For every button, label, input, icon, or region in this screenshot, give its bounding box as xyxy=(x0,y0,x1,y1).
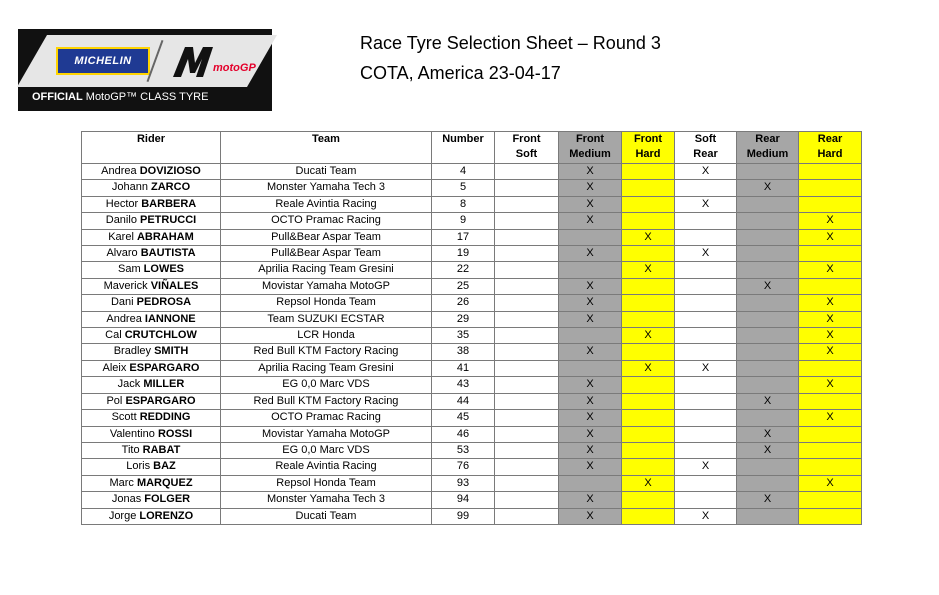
michelin-logo: MICHELIN xyxy=(56,47,150,75)
cell-front-medium: X xyxy=(559,442,622,458)
cell-soft-rear xyxy=(675,295,737,311)
cell-front-medium: X xyxy=(559,180,622,196)
cell-front-medium xyxy=(559,229,622,245)
cell-rear-medium xyxy=(737,410,799,426)
cell-rear-medium xyxy=(737,311,799,327)
table-row xyxy=(82,377,862,393)
cell-number: 94 xyxy=(432,492,495,508)
cell-rider xyxy=(82,442,221,458)
rider-last-name: IANNONE xyxy=(144,312,196,325)
table-row xyxy=(82,213,862,229)
cell-rear-medium: X xyxy=(737,442,799,458)
cell-rear-medium xyxy=(737,508,799,524)
rider-last-name: BAUTISTA xyxy=(140,247,196,260)
cell-front-soft xyxy=(495,442,559,458)
cell-soft-rear xyxy=(675,328,737,344)
table-row xyxy=(82,426,862,442)
cell-rear-medium xyxy=(737,377,799,393)
table-row xyxy=(82,180,862,196)
cell-front-medium: X xyxy=(559,278,622,294)
rider-last-name: PEDROSA xyxy=(136,296,192,309)
cell-front-hard xyxy=(622,459,675,475)
rider-last-name: MILLER xyxy=(143,378,185,391)
rider-first-name: Dani xyxy=(110,296,134,309)
rider-last-name: ESPARGARO xyxy=(125,394,196,407)
header-front-hard: Front Hard xyxy=(622,132,675,164)
cell-team: EG 0,0 Marc VDS xyxy=(221,377,432,393)
cell-number: 26 xyxy=(432,295,495,311)
cell-team: Red Bull KTM Factory Racing xyxy=(221,393,432,409)
cell-number: 19 xyxy=(432,246,495,262)
cell-front-medium: X xyxy=(559,196,622,212)
cell-rider xyxy=(82,311,221,327)
cell-front-hard xyxy=(622,492,675,508)
cell-rider xyxy=(82,196,221,212)
rider-first-name: Valentino xyxy=(109,427,155,440)
table-row xyxy=(82,492,862,508)
table-row xyxy=(82,475,862,491)
cell-front-hard: X xyxy=(622,475,675,491)
rider-last-name: ZARCO xyxy=(151,181,191,194)
cell-front-soft xyxy=(495,180,559,196)
cell-rear-hard xyxy=(799,360,862,376)
cell-number: 76 xyxy=(432,459,495,475)
cell-front-soft xyxy=(495,377,559,393)
cell-soft-rear: X xyxy=(675,508,737,524)
cell-rider xyxy=(82,164,221,180)
cell-number: 25 xyxy=(432,278,495,294)
rider-last-name: MARQUEZ xyxy=(136,476,193,489)
table-row xyxy=(82,393,862,409)
cell-team: Aprilia Racing Team Gresini xyxy=(221,262,432,278)
cell-rear-hard: X xyxy=(799,295,862,311)
cell-rear-hard xyxy=(799,278,862,294)
cell-front-medium: X xyxy=(559,508,622,524)
cell-soft-rear xyxy=(675,492,737,508)
cell-team: Pull&Bear Aspar Team xyxy=(221,229,432,245)
cell-front-soft xyxy=(495,475,559,491)
cell-rider xyxy=(82,180,221,196)
cell-front-hard xyxy=(622,180,675,196)
cell-rear-medium xyxy=(737,360,799,376)
header-front-medium: Front Medium xyxy=(559,132,622,164)
rider-first-name: Sam xyxy=(117,263,141,276)
official-tyre-logo xyxy=(18,29,272,111)
cell-front-medium xyxy=(559,360,622,376)
cell-soft-rear: X xyxy=(675,360,737,376)
rider-last-name: BAZ xyxy=(153,460,176,473)
rider-last-name: ESPARGARO xyxy=(129,361,200,374)
cell-rear-hard: X xyxy=(799,410,862,426)
cell-rear-hard: X xyxy=(799,377,862,393)
cell-front-medium: X xyxy=(559,295,622,311)
motogp-logo xyxy=(169,43,256,79)
rider-last-name: REDDING xyxy=(139,411,191,424)
table-row xyxy=(82,360,862,376)
rider-first-name: Loris xyxy=(126,460,151,473)
table-row xyxy=(82,196,862,212)
cell-soft-rear xyxy=(675,393,737,409)
cell-rider xyxy=(82,295,221,311)
cell-team: OCTO Pramac Racing xyxy=(221,213,432,229)
cell-front-soft xyxy=(495,426,559,442)
cell-rider xyxy=(82,377,221,393)
cell-rear-medium: X xyxy=(737,393,799,409)
cell-soft-rear xyxy=(675,475,737,491)
rider-first-name: Pol xyxy=(106,394,123,407)
table-row xyxy=(82,508,862,524)
cell-number: 9 xyxy=(432,213,495,229)
cell-rear-hard xyxy=(799,246,862,262)
table-row xyxy=(82,344,862,360)
cell-front-hard xyxy=(622,393,675,409)
cell-rider xyxy=(82,344,221,360)
cell-front-hard xyxy=(622,311,675,327)
cell-front-hard xyxy=(622,508,675,524)
event-subtitle: COTA, America 23-04-17 xyxy=(360,63,561,83)
cell-front-medium: X xyxy=(559,393,622,409)
logo-caption-rest: MotoGP™ CLASS TYRE xyxy=(82,91,209,103)
cell-team: OCTO Pramac Racing xyxy=(221,410,432,426)
rider-last-name: ROSSI xyxy=(157,427,193,440)
rider-first-name: Jonas xyxy=(111,493,142,506)
cell-rear-hard: X xyxy=(799,262,862,278)
cell-front-soft xyxy=(495,508,559,524)
cell-rear-medium xyxy=(737,475,799,491)
rider-first-name: Jorge xyxy=(108,509,137,522)
cell-rear-hard xyxy=(799,492,862,508)
rider-first-name: Aleix xyxy=(102,361,127,374)
cell-soft-rear: X xyxy=(675,164,737,180)
cell-rider xyxy=(82,492,221,508)
cell-front-soft xyxy=(495,246,559,262)
cell-rider xyxy=(82,278,221,294)
cell-team: Monster Yamaha Tech 3 xyxy=(221,492,432,508)
cell-front-hard xyxy=(622,196,675,212)
logo-brands xyxy=(44,35,259,87)
rider-first-name: Andrea xyxy=(106,312,142,325)
rider-last-name: ABRAHAM xyxy=(136,230,194,243)
cell-number: 45 xyxy=(432,410,495,426)
cell-rear-medium xyxy=(737,262,799,278)
cell-front-medium: X xyxy=(559,410,622,426)
cell-front-hard: X xyxy=(622,262,675,278)
table-row xyxy=(82,164,862,180)
cell-front-hard xyxy=(622,344,675,360)
logo-caption xyxy=(32,91,208,103)
cell-rear-hard xyxy=(799,164,862,180)
cell-soft-rear xyxy=(675,426,737,442)
cell-rider xyxy=(82,360,221,376)
cell-rider xyxy=(82,426,221,442)
cell-number: 29 xyxy=(432,311,495,327)
cell-number: 43 xyxy=(432,377,495,393)
tyre-selection-table xyxy=(81,131,862,525)
cell-number: 46 xyxy=(432,426,495,442)
rider-first-name: Bradley xyxy=(113,345,151,358)
cell-number: 93 xyxy=(432,475,495,491)
cell-soft-rear xyxy=(675,344,737,360)
cell-front-soft xyxy=(495,393,559,409)
cell-number: 41 xyxy=(432,360,495,376)
rider-last-name: PETRUCCI xyxy=(140,214,197,227)
rider-first-name: Marc xyxy=(109,476,134,489)
rider-last-name: BARBERA xyxy=(141,197,197,210)
rider-first-name: Tito xyxy=(121,443,140,456)
cell-soft-rear: X xyxy=(675,246,737,262)
cell-front-hard: X xyxy=(622,229,675,245)
cell-soft-rear: X xyxy=(675,459,737,475)
cell-team: Red Bull KTM Factory Racing xyxy=(221,344,432,360)
table-row xyxy=(82,246,862,262)
cell-soft-rear xyxy=(675,410,737,426)
cell-team: Repsol Honda Team xyxy=(221,295,432,311)
cell-number: 38 xyxy=(432,344,495,360)
cell-front-medium: X xyxy=(559,492,622,508)
table-row xyxy=(82,262,862,278)
table-header-row xyxy=(82,132,862,164)
rider-last-name: LOWES xyxy=(143,263,185,276)
header-rider: Rider xyxy=(82,132,221,164)
cell-team: Reale Avintia Racing xyxy=(221,196,432,212)
cell-rider xyxy=(82,393,221,409)
cell-number: 35 xyxy=(432,328,495,344)
table-row xyxy=(82,410,862,426)
cell-team: EG 0,0 Marc VDS xyxy=(221,442,432,458)
header-team: Team xyxy=(221,132,432,164)
cell-rear-medium xyxy=(737,196,799,212)
table-row xyxy=(82,442,862,458)
rider-last-name: FOLGER xyxy=(144,493,191,506)
cell-front-hard xyxy=(622,377,675,393)
rider-last-name: RABAT xyxy=(142,443,181,456)
cell-rear-hard: X xyxy=(799,475,862,491)
cell-rider xyxy=(82,229,221,245)
table-row xyxy=(82,459,862,475)
cell-front-medium: X xyxy=(559,459,622,475)
header-number: Number xyxy=(432,132,495,164)
cell-rear-hard xyxy=(799,459,862,475)
cell-soft-rear xyxy=(675,278,737,294)
cell-front-soft xyxy=(495,196,559,212)
cell-team: Team SUZUKI ECSTAR xyxy=(221,311,432,327)
cell-soft-rear: X xyxy=(675,196,737,212)
cell-rider xyxy=(82,508,221,524)
cell-rider xyxy=(82,328,221,344)
cell-rider xyxy=(82,262,221,278)
cell-front-soft xyxy=(495,459,559,475)
cell-team: Repsol Honda Team xyxy=(221,475,432,491)
cell-front-soft xyxy=(495,164,559,180)
table-body xyxy=(82,164,862,525)
rider-last-name: CRUTCHLOW xyxy=(124,329,197,342)
cell-front-hard xyxy=(622,410,675,426)
cell-rear-medium xyxy=(737,229,799,245)
rider-first-name: Cal xyxy=(105,329,122,342)
rider-last-name: DOVIZIOSO xyxy=(139,165,201,177)
rider-first-name: Maverick xyxy=(103,279,148,292)
cell-number: 17 xyxy=(432,229,495,245)
cell-soft-rear xyxy=(675,229,737,245)
cell-front-soft xyxy=(495,328,559,344)
header-front-soft: Front Soft xyxy=(495,132,559,164)
cell-front-hard: X xyxy=(622,360,675,376)
table-row xyxy=(82,328,862,344)
cell-number: 8 xyxy=(432,196,495,212)
cell-team: Reale Avintia Racing xyxy=(221,459,432,475)
table-row xyxy=(82,295,862,311)
header-rear-medium: Rear Medium xyxy=(737,132,799,164)
cell-front-soft xyxy=(495,262,559,278)
cell-team: Movistar Yamaha MotoGP xyxy=(221,278,432,294)
cell-front-medium: X xyxy=(559,344,622,360)
cell-front-soft xyxy=(495,295,559,311)
cell-team: Ducati Team xyxy=(221,164,432,180)
cell-front-medium xyxy=(559,328,622,344)
cell-front-soft xyxy=(495,311,559,327)
cell-number: 99 xyxy=(432,508,495,524)
cell-front-medium: X xyxy=(559,213,622,229)
header-soft-rear: Soft Rear xyxy=(675,132,737,164)
cell-front-soft xyxy=(495,344,559,360)
cell-front-soft xyxy=(495,213,559,229)
rider-first-name: Hector xyxy=(105,197,139,210)
cell-rear-hard xyxy=(799,426,862,442)
cell-rear-medium xyxy=(737,164,799,180)
cell-rider xyxy=(82,459,221,475)
cell-number: 4 xyxy=(432,164,495,180)
cell-rear-hard xyxy=(799,180,862,196)
cell-rear-medium xyxy=(737,295,799,311)
cell-rear-hard xyxy=(799,508,862,524)
cell-rear-medium: X xyxy=(737,492,799,508)
cell-front-soft xyxy=(495,360,559,376)
cell-soft-rear xyxy=(675,262,737,278)
cell-rear-medium xyxy=(737,246,799,262)
cell-rear-medium: X xyxy=(737,426,799,442)
cell-rear-hard xyxy=(799,196,862,212)
cell-team: LCR Honda xyxy=(221,328,432,344)
cell-rider xyxy=(82,213,221,229)
cell-rear-medium xyxy=(737,459,799,475)
rider-last-name: SMITH xyxy=(154,345,189,358)
cell-rear-medium: X xyxy=(737,278,799,294)
rider-last-name: VIÑALES xyxy=(150,279,199,292)
cell-rear-medium xyxy=(737,328,799,344)
cell-team: Monster Yamaha Tech 3 xyxy=(221,180,432,196)
cell-front-medium: X xyxy=(559,311,622,327)
cell-front-soft xyxy=(495,278,559,294)
cell-front-medium xyxy=(559,262,622,278)
cell-rear-medium xyxy=(737,344,799,360)
cell-soft-rear xyxy=(675,180,737,196)
cell-front-hard xyxy=(622,442,675,458)
cell-rear-medium xyxy=(737,213,799,229)
cell-rear-hard: X xyxy=(799,213,862,229)
cell-rear-hard: X xyxy=(799,344,862,360)
cell-front-medium: X xyxy=(559,377,622,393)
table-row xyxy=(82,229,862,245)
rider-first-name: Jack xyxy=(117,378,141,391)
cell-front-hard xyxy=(622,295,675,311)
cell-front-medium: X xyxy=(559,246,622,262)
cell-team: Ducati Team xyxy=(221,508,432,524)
cell-rider xyxy=(82,475,221,491)
cell-number: 53 xyxy=(432,442,495,458)
cell-soft-rear xyxy=(675,311,737,327)
cell-soft-rear xyxy=(675,442,737,458)
cell-front-medium: X xyxy=(559,164,622,180)
cell-rear-hard: X xyxy=(799,328,862,344)
cell-team: Pull&Bear Aspar Team xyxy=(221,246,432,262)
cell-team: Movistar Yamaha MotoGP xyxy=(221,426,432,442)
logo-caption-official: OFFICIAL xyxy=(32,91,83,103)
cell-rider xyxy=(82,410,221,426)
cell-rider xyxy=(82,246,221,262)
cell-rear-hard xyxy=(799,442,862,458)
sheet-title: Race Tyre Selection Sheet – Round 3 xyxy=(360,33,661,53)
cell-front-medium: X xyxy=(559,426,622,442)
cell-front-hard xyxy=(622,278,675,294)
cell-rear-hard: X xyxy=(799,229,862,245)
rider-last-name: LORENZO xyxy=(139,509,194,522)
table-row xyxy=(82,278,862,294)
rider-first-name: Scott xyxy=(111,411,137,424)
cell-front-soft xyxy=(495,492,559,508)
cell-rear-hard xyxy=(799,393,862,409)
cell-front-medium xyxy=(559,475,622,491)
rider-first-name: Johann xyxy=(111,181,148,194)
cell-soft-rear xyxy=(675,377,737,393)
rider-first-name: Karel xyxy=(108,230,134,243)
rider-first-name: Danilo xyxy=(105,214,137,227)
cell-number: 22 xyxy=(432,262,495,278)
cell-front-hard xyxy=(622,246,675,262)
header-rear-hard: Rear Hard xyxy=(799,132,862,164)
cell-team: Aprilia Racing Team Gresini xyxy=(221,360,432,376)
cell-front-hard: X xyxy=(622,328,675,344)
cell-number: 5 xyxy=(432,180,495,196)
cell-rear-medium: X xyxy=(737,180,799,196)
cell-front-hard xyxy=(622,426,675,442)
rider-first-name: Alvaro xyxy=(106,247,138,260)
cell-rear-hard: X xyxy=(799,311,862,327)
cell-soft-rear xyxy=(675,213,737,229)
cell-number: 44 xyxy=(432,393,495,409)
cell-front-soft xyxy=(495,410,559,426)
table-row xyxy=(82,311,862,327)
motogp-wordmark: motoGP xyxy=(213,62,256,74)
rider-first-name: Andrea xyxy=(101,165,137,177)
cell-front-hard xyxy=(622,164,675,180)
cell-front-soft xyxy=(495,229,559,245)
cell-front-hard xyxy=(622,213,675,229)
